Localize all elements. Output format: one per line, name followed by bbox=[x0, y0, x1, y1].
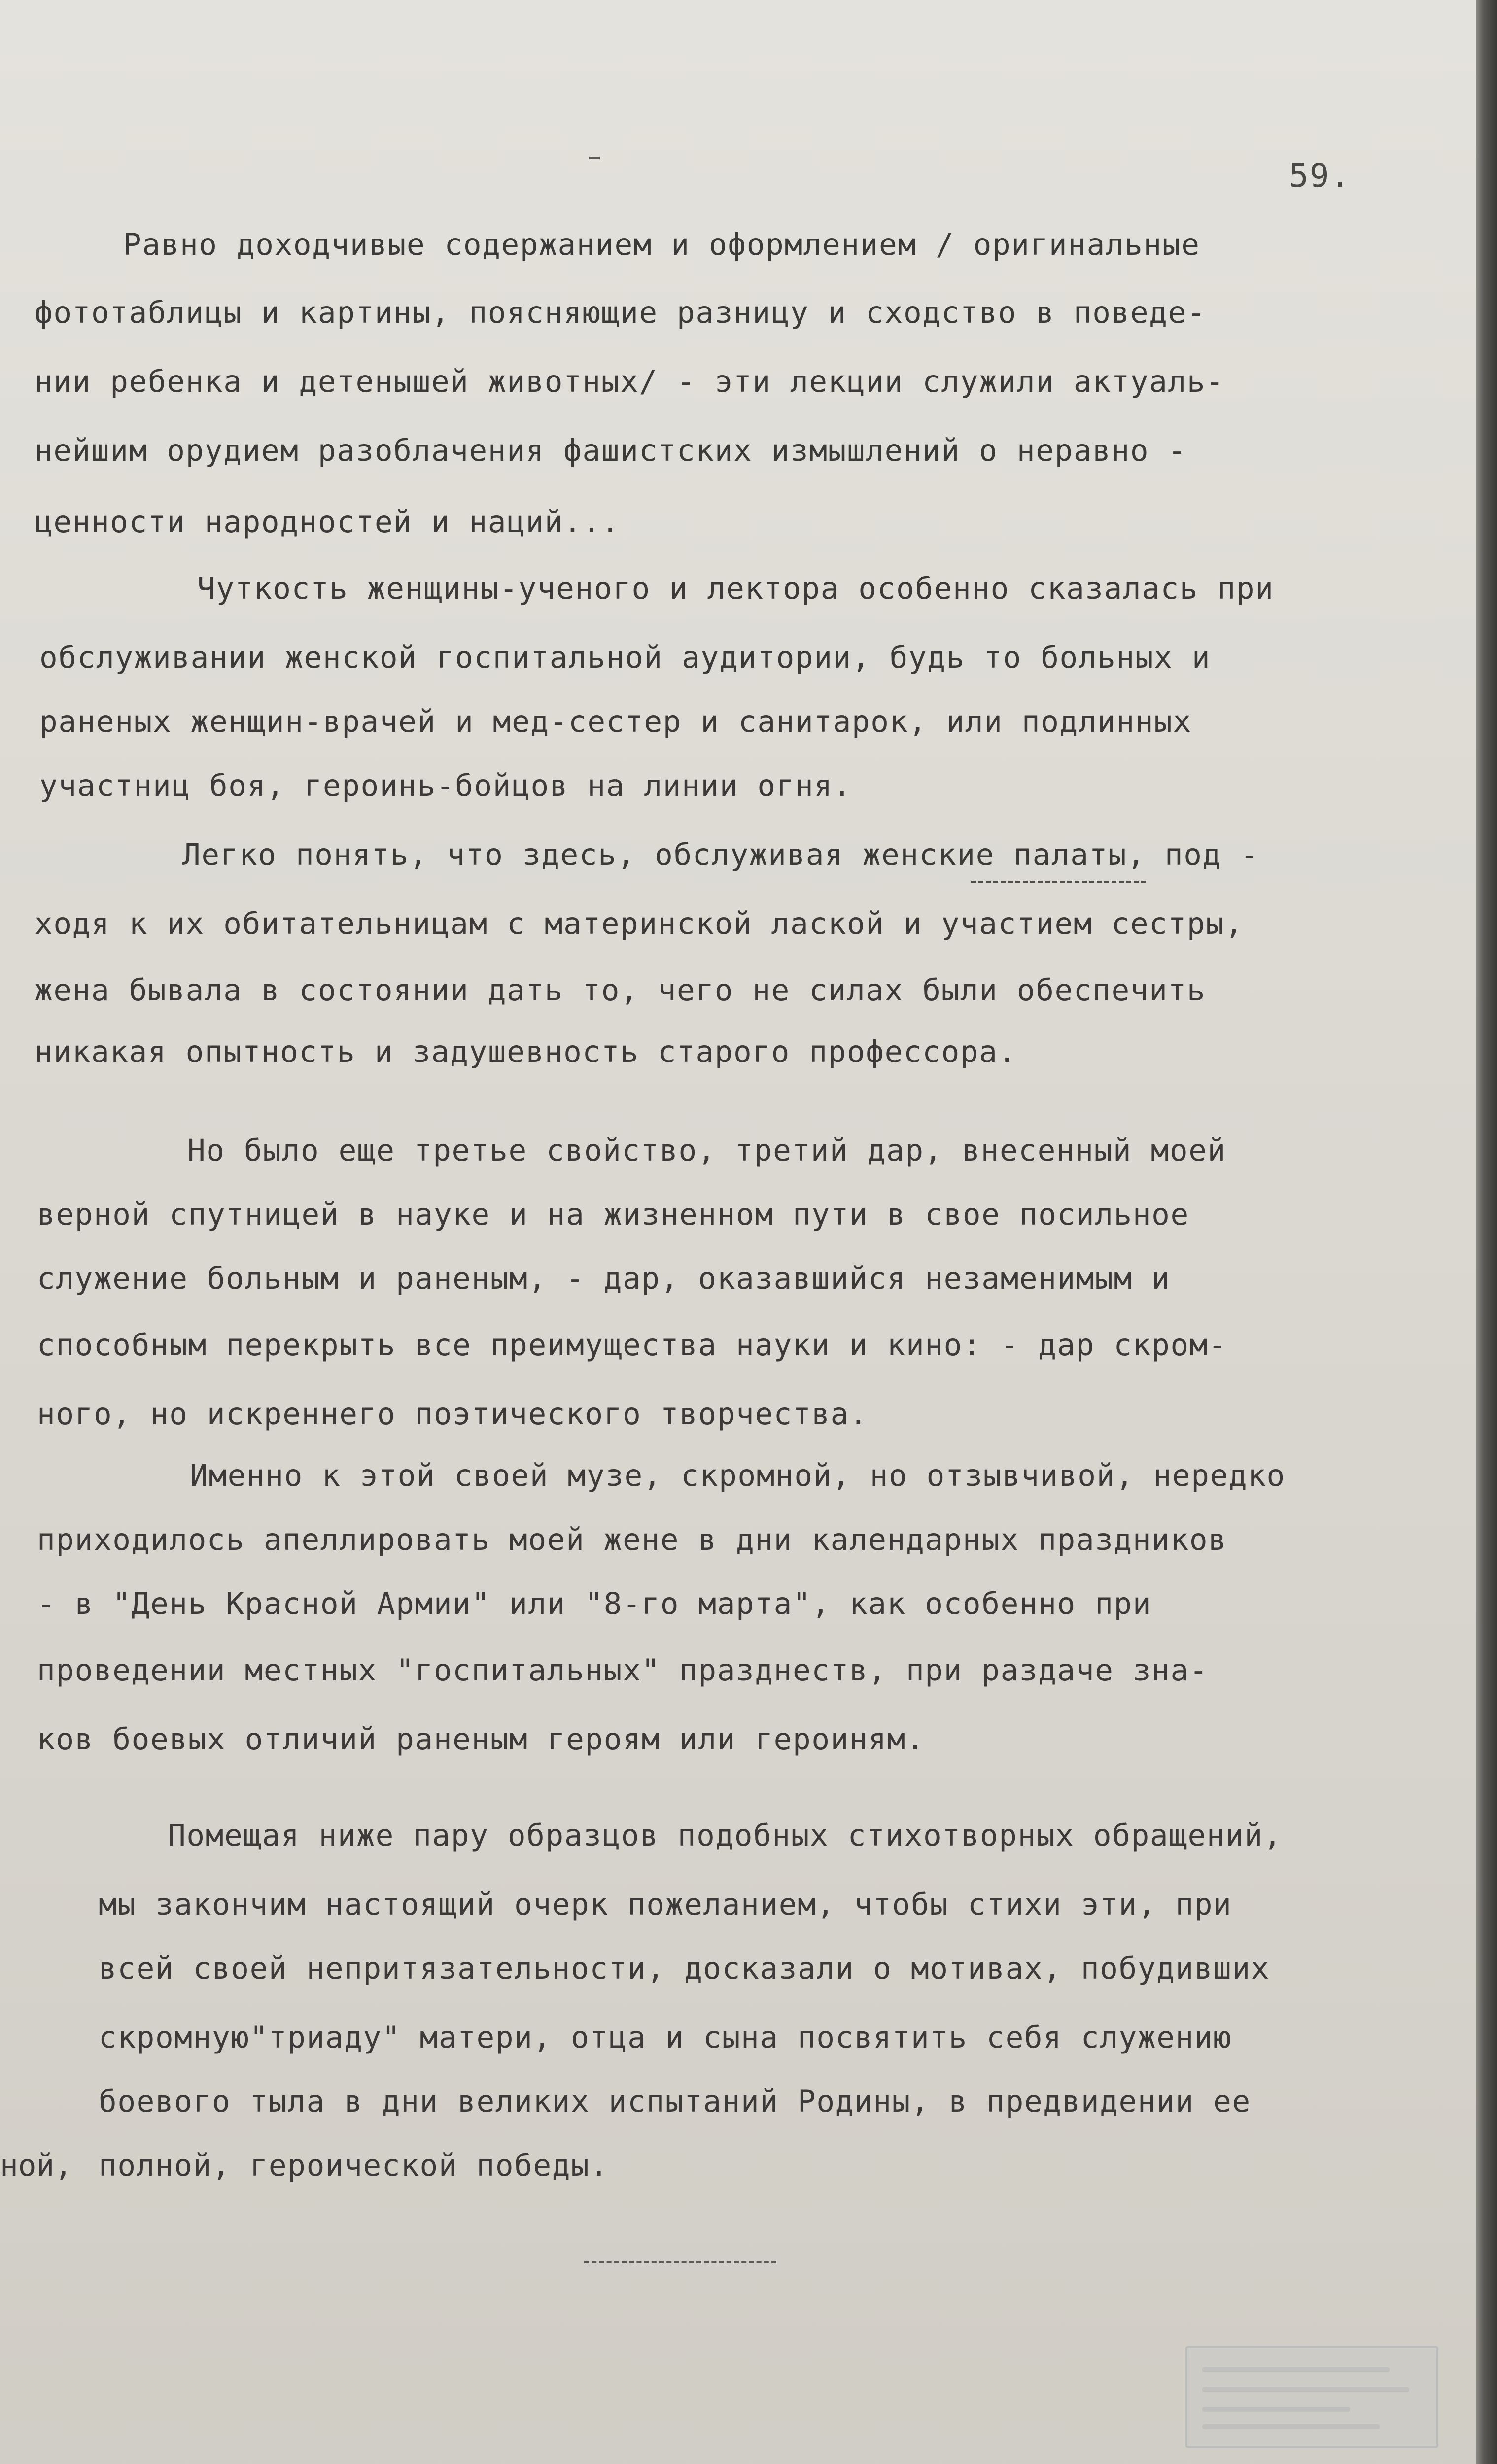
text-line: нии ребенка и детенышей животных/ - эти лекции служили актуаль- bbox=[35, 364, 1225, 399]
page-edge-shadow bbox=[1476, 0, 1497, 2464]
stamp-line bbox=[1202, 2424, 1380, 2429]
text-line: боевого тыла в дни великих испытаний Родины, в предвидении ее bbox=[99, 2084, 1251, 2119]
text-line: служение больным и раненым, - дар, оказавшийся незаменимым и bbox=[37, 1261, 1171, 1296]
text-line: ходя к их обитательницам с материнской лаской и участием сестры, bbox=[35, 906, 1244, 941]
end-rule bbox=[584, 2261, 776, 2263]
text-line: Чуткость женщины-ученого и лектора особенно сказалась при bbox=[197, 571, 1274, 606]
text-line: ного, но искреннего поэтического творчества. bbox=[37, 1397, 869, 1432]
text-line: ценности народностей и наций... bbox=[35, 505, 621, 540]
text-line: приходилось апеллировать моей жене в дни календарных праздников bbox=[37, 1522, 1227, 1557]
text-line: проведении местных "госпитальных" празднеств, при раздаче зна- bbox=[37, 1653, 1209, 1688]
text-line: скромную"триаду" матери, отца и сына посвятить себя служению bbox=[99, 2020, 1232, 2055]
text-line: верной спутницей в науке и на жизненном пути в свое посильное bbox=[37, 1197, 1189, 1232]
text-line: участниц боя, героинь-бойцов на линии огня. bbox=[39, 768, 852, 803]
text-line: фототаблицы и картины, поясняющие разницу и сходство в поведе- bbox=[35, 295, 1206, 330]
text-line: полной, героической победы. bbox=[99, 2148, 609, 2183]
text-line: - в "День Красной Армии" или "8-го марта", как особенно при bbox=[37, 1586, 1152, 1621]
text-line: нейшим орудием разоблачения фашистских измышлений о неравно - bbox=[35, 433, 1187, 468]
stamp-line bbox=[1202, 2407, 1350, 2412]
text-line: всей своей непритязательности, досказали о мотивах, побудивших bbox=[99, 1951, 1270, 1986]
text-line: Равно доходчивые содержанием и оформлением / оригинальные bbox=[123, 227, 1200, 262]
text-line: способным перекрыть все преимущества науки и кино: - дар скром- bbox=[37, 1328, 1227, 1363]
stamp-line bbox=[1202, 2367, 1390, 2372]
text-line: ков боевых отличий раненым героям или героиням. bbox=[37, 1722, 925, 1757]
text-line: обслуживании женской госпитальной аудитории, будь то больных и bbox=[39, 640, 1211, 675]
text-line: Но было еще третье свойство, третий дар, внесенный моей bbox=[187, 1133, 1226, 1168]
underline-mark bbox=[971, 881, 1146, 883]
text-line: Помещая ниже пару образцов подобных стихотворных обращений, bbox=[168, 1818, 1283, 1853]
text-line: Легко понять, что здесь, обслуживая женские палаты, под - bbox=[182, 837, 1259, 872]
archive-stamp bbox=[1185, 2346, 1438, 2448]
page-number: 59. bbox=[1289, 157, 1351, 195]
text-line: жена бывала в состоянии дать то, чего не силах были обеспечить bbox=[35, 973, 1206, 1008]
text-line: мы закончим настоящий очерк пожеланием, чтобы стихи эти, при bbox=[99, 1887, 1232, 1922]
text-line: никакая опытность и задушевность старого профессора. bbox=[35, 1034, 1017, 1069]
text-line: Именно к этой своей музе, скромной, но отзывчивой, нередко bbox=[190, 1458, 1286, 1493]
stamp-line bbox=[1202, 2387, 1409, 2392]
text-line: раненых женщин-врачей и мед-сестер и санитарок, или подлинных bbox=[39, 704, 1192, 739]
margin-note: ной, bbox=[0, 2148, 72, 2183]
